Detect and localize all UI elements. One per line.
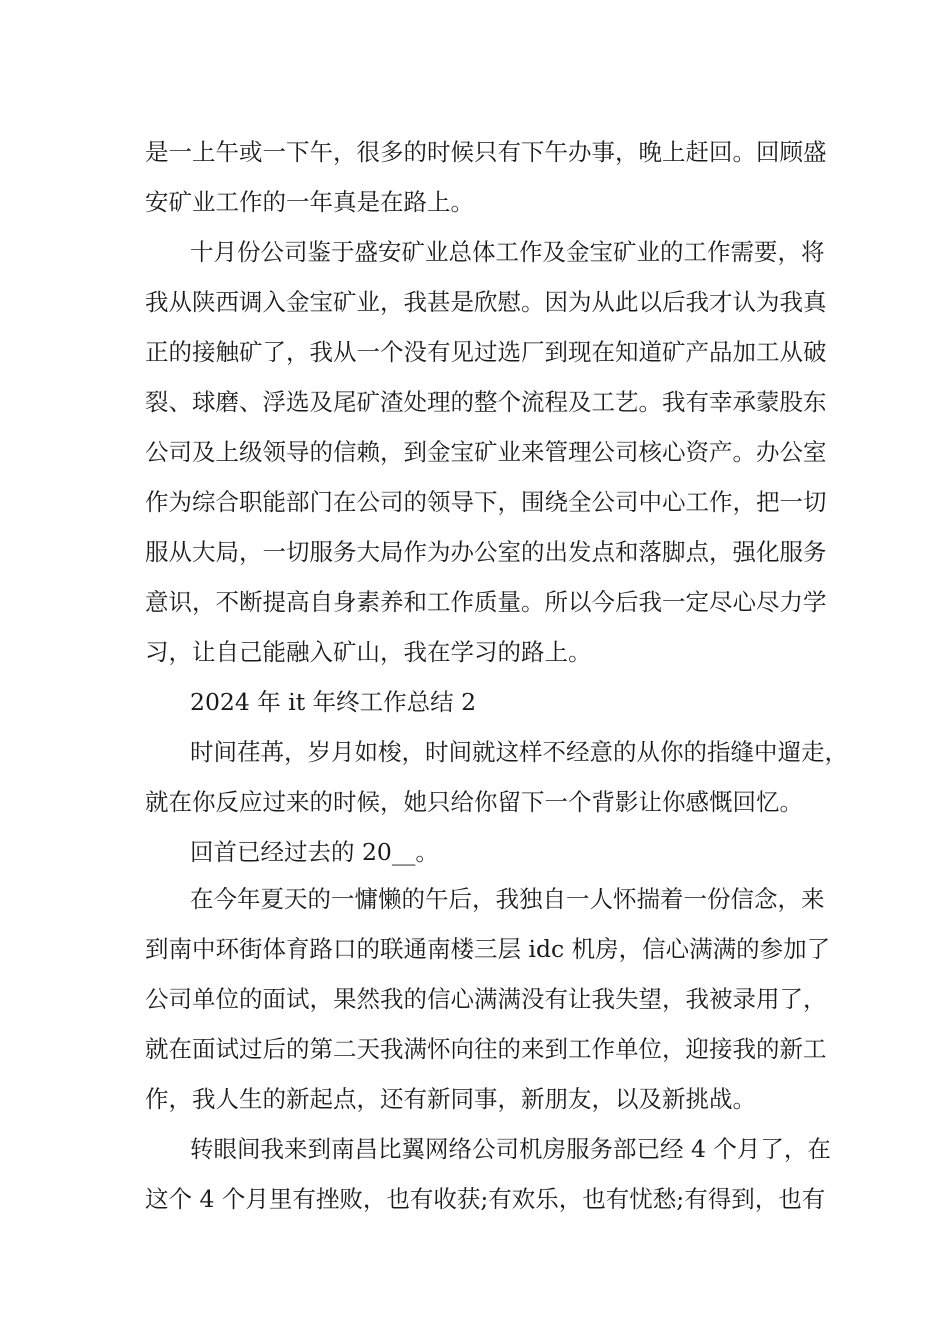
text-line: 公司单位的面试，果然我的信心满满没有让我失望，我被录用了， bbox=[145, 985, 827, 1013]
section-heading: 2024 年 it 年终工作总结 2 bbox=[190, 688, 477, 716]
text-line: 服从大局，一切服务大局作为办公室的出发点和落脚点，强化服务 bbox=[145, 538, 827, 566]
text-line: 作为综合职能部门在公司的领导下，围绕全公司中心工作，把一切 bbox=[145, 488, 827, 516]
text-line: 安矿业工作的一年真是在路上。 bbox=[145, 188, 474, 216]
text-line: 正的接触矿了，我从一个没有见过选厂到现在知道矿产品加工从破 bbox=[145, 338, 827, 366]
text-line: 就在你反应过来的时候，她只给你留下一个背影让你感慨回忆。 bbox=[145, 788, 803, 816]
text-line: 时间荏苒，岁月如梭，时间就这样不经意的从你的指缝中遛走， bbox=[190, 738, 848, 766]
text-line: 习，让自己能融入矿山，我在学习的路上。 bbox=[145, 638, 592, 666]
text-line: 转眼间我来到南昌比翼网络公司机房服务部已经 4 个月了，在 bbox=[190, 1135, 831, 1163]
text-line: 回首已经过去的 20__。 bbox=[190, 838, 439, 866]
text-line: 就在面试过后的第二天我满怀向往的来到工作单位，迎接我的新工 bbox=[145, 1035, 827, 1063]
text-line: 我从陕西调入金宝矿业，我甚是欣慰。因为从此以后我才认为我真 bbox=[145, 288, 827, 316]
text-line: 这个 4 个月里有挫败，也有收获;有欢乐，也有忧愁;有得到，也有 bbox=[145, 1185, 826, 1213]
text-line: 意识，不断提高自身素养和工作质量。所以今后我一定尽心尽力学 bbox=[145, 588, 827, 616]
text-line: 作，我人生的新起点，还有新同事，新朋友，以及新挑战。 bbox=[145, 1085, 756, 1113]
text-line: 公司及上级领导的信赖，到金宝矿业来管理公司核心资产。办公室 bbox=[145, 438, 827, 466]
text-line: 是一上午或一下午，很多的时候只有下午办事，晚上赶回。回顾盛 bbox=[145, 138, 827, 166]
text-line: 到南中环街体育路口的联通南楼三层 idc 机房，信心满满的参加了 bbox=[145, 935, 831, 963]
text-line: 在今年夏天的一慵懒的午后，我独自一人怀揣着一份信念，来 bbox=[190, 885, 825, 913]
text-line: 裂、球磨、浮选及尾矿渣处理的整个流程及工艺。我有幸承蒙股东 bbox=[145, 388, 827, 416]
text-line: 十月份公司鉴于盛安矿业总体工作及金宝矿业的工作需要，将 bbox=[190, 238, 825, 266]
